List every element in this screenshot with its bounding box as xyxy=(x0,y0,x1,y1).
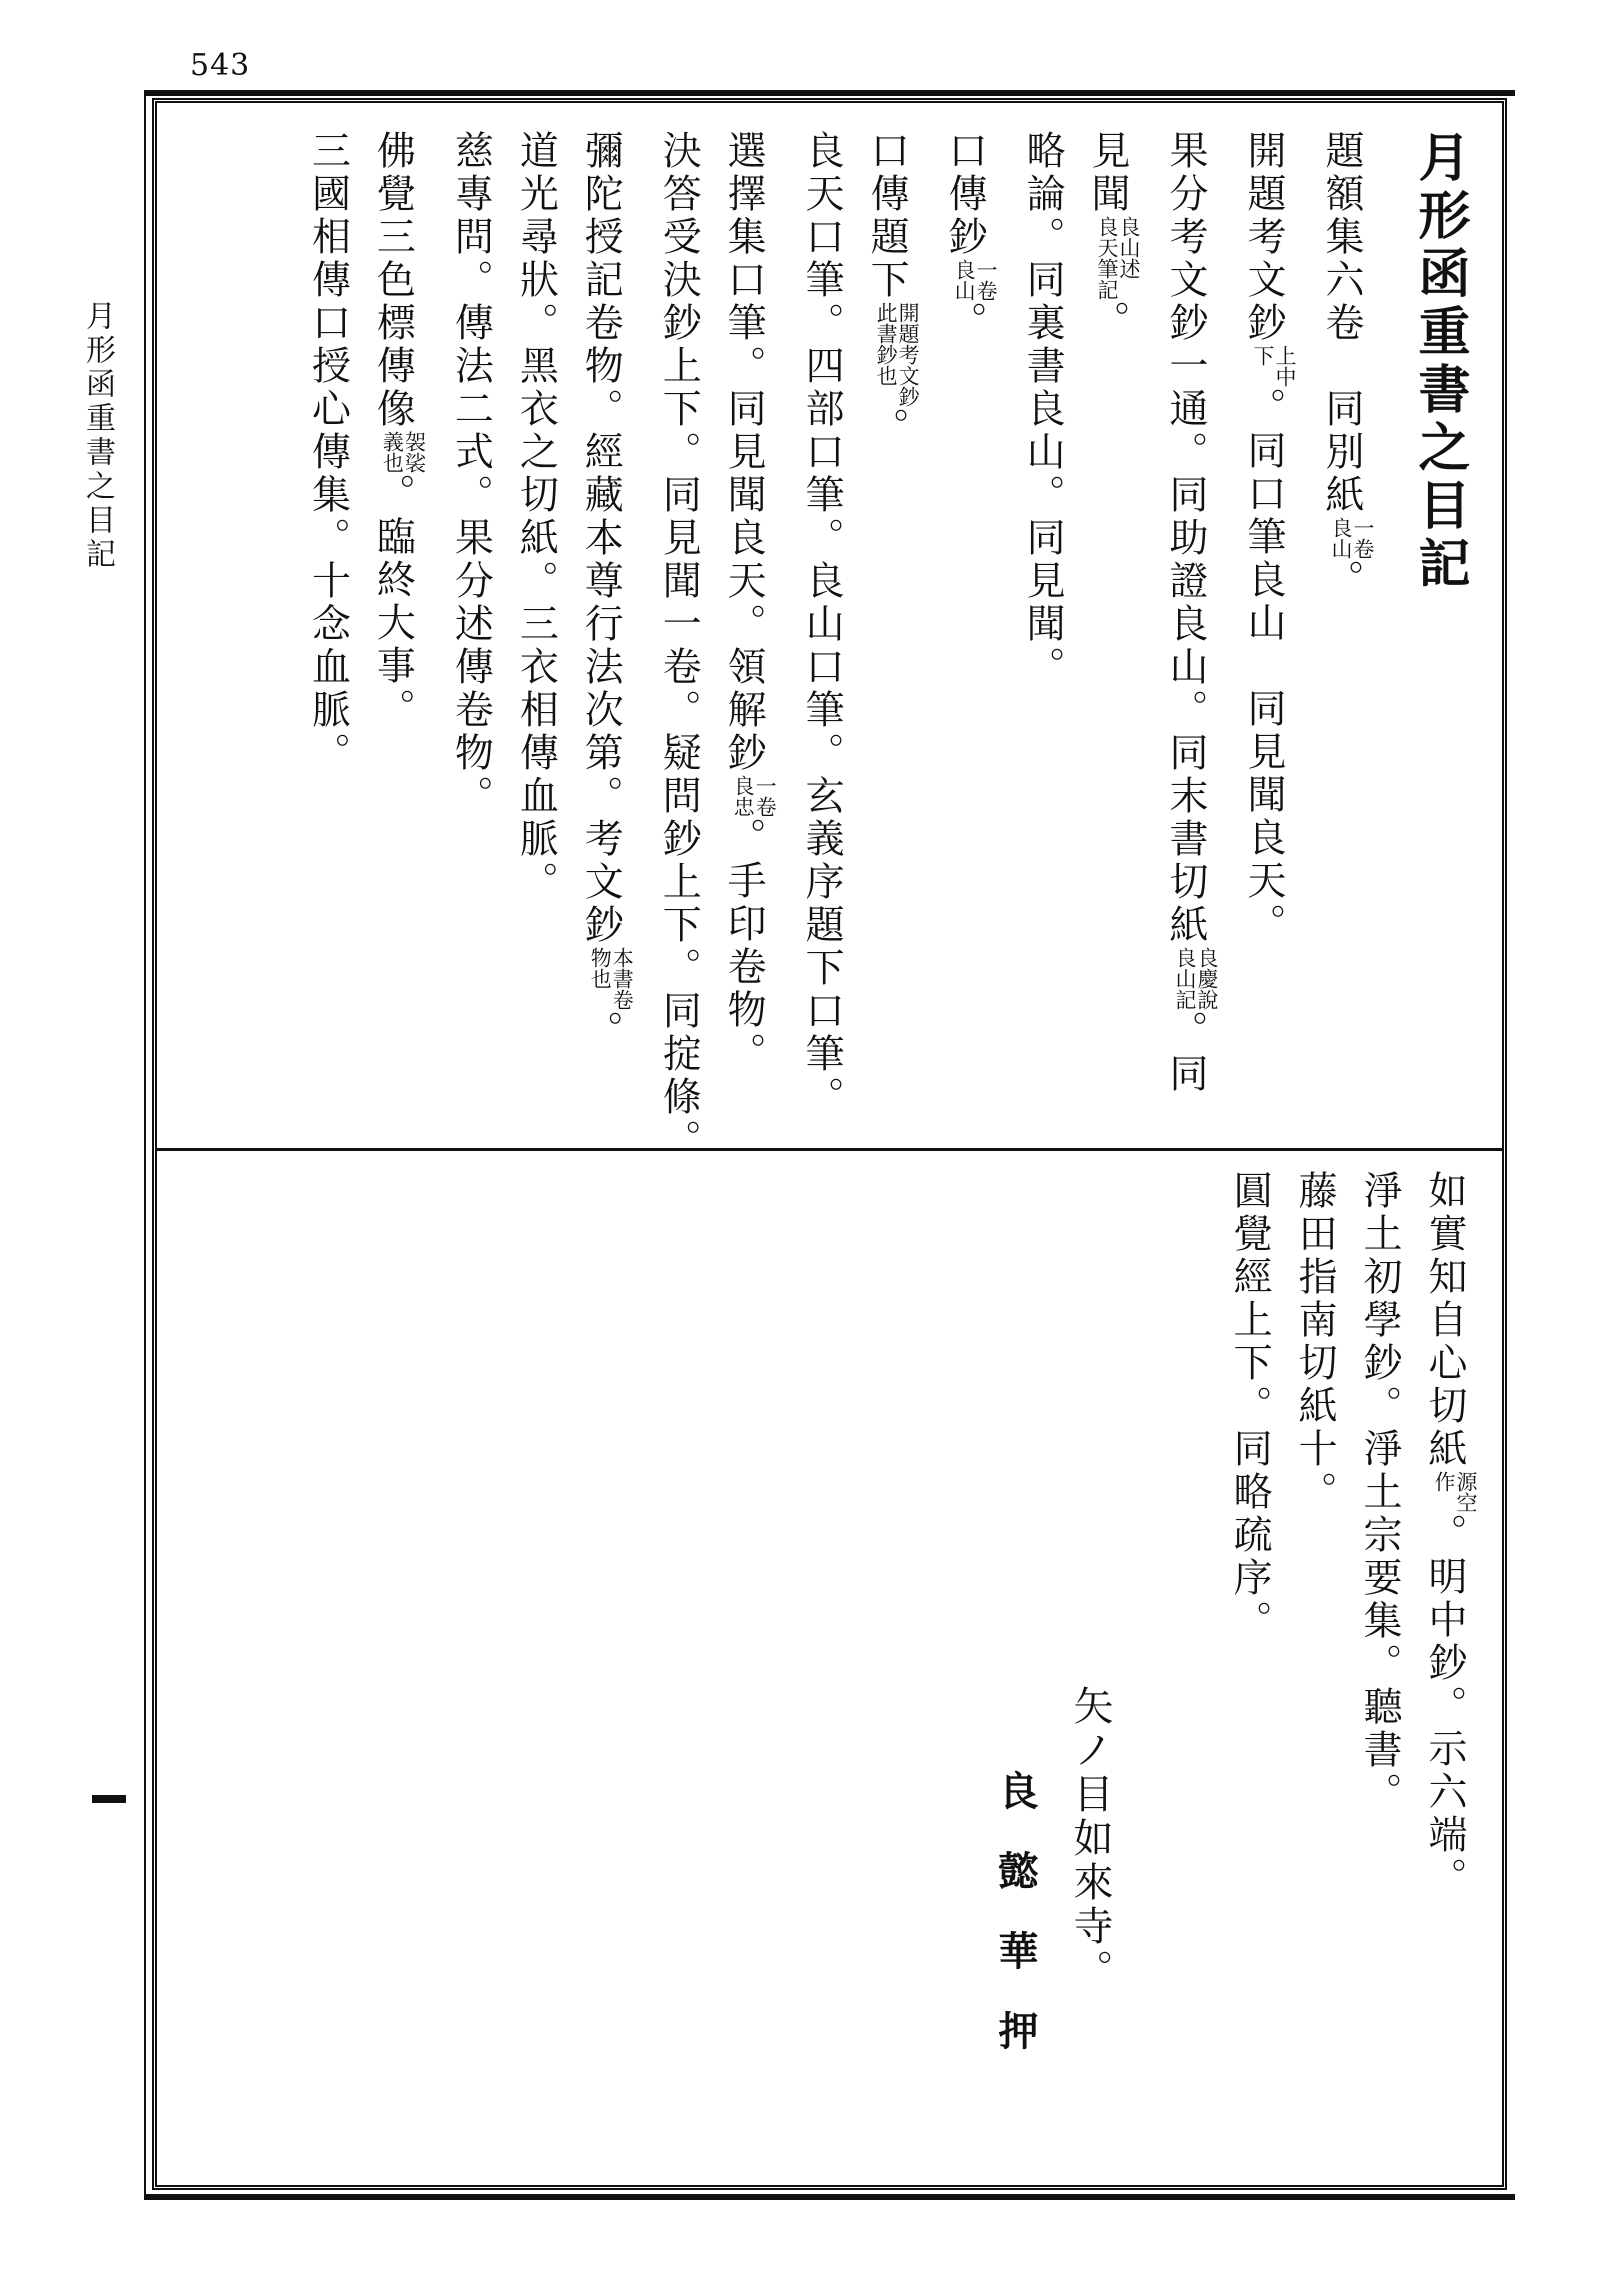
interlinear-note: 袈裟 義也 xyxy=(380,431,427,473)
line-text: 藤田指南切紙十。 xyxy=(1292,1170,1338,1514)
line-tail: 。同口筆良山 同見聞良天。 xyxy=(1240,387,1286,946)
lower-line xyxy=(1227,1170,1273,2170)
interlinear-note: 良慶說 良山記 xyxy=(1172,947,1220,1010)
line-tail: 。同 xyxy=(1162,1010,1208,1096)
upper-line xyxy=(1242,130,1296,1130)
lower-line xyxy=(1292,1170,1338,2170)
upper-line xyxy=(1086,130,1140,1130)
line-text: 佛覺三色標傳像 xyxy=(370,130,416,431)
line-tail: 。手印卷物。 xyxy=(721,817,767,1075)
line-tail: 。 xyxy=(578,1010,624,1053)
lower-line xyxy=(1423,1170,1477,2170)
line-text: 開題考文鈔 xyxy=(1240,130,1286,345)
interlinear-note: 一卷 良山 xyxy=(1328,517,1375,559)
interlinear-note: 一卷 良忠 xyxy=(731,775,778,817)
line-text: 題額集六卷 同別紙 xyxy=(1318,130,1364,517)
upper-line xyxy=(799,130,845,1130)
interlinear-note: 開題考文鈔 此書鈔也 xyxy=(874,302,921,407)
signer-name: 良懿華押 xyxy=(992,1770,1039,2090)
margin-mark xyxy=(92,1795,126,1803)
interlinear-note: 源空 作 xyxy=(1431,1471,1478,1513)
line-text: 淨土初學鈔。淨土宗要集。聽書。 xyxy=(1357,1170,1403,1815)
page-number: 543 xyxy=(190,48,251,83)
line-text: 口傳題下 xyxy=(864,130,910,302)
upper-line xyxy=(448,130,494,1130)
upper-line xyxy=(1320,130,1374,1130)
line-tail: 。 xyxy=(864,407,910,450)
line-text: 良天口筆。四部口筆。良山口筆。玄義序題下口筆。 xyxy=(799,130,845,1119)
upper-line xyxy=(865,130,919,1130)
lower-section xyxy=(177,1170,1477,2170)
line-text: 三國相傳口授心傳集。十念血脈。 xyxy=(305,130,351,775)
upper-line xyxy=(722,130,776,1130)
line-tail: 。 xyxy=(1318,559,1364,602)
temple-name: 矢ノ目如來寺。 xyxy=(1067,1685,1113,1993)
line-text: 決答受決鈔上下。同見聞一卷。疑問鈔上下。同掟條。 xyxy=(656,130,702,1162)
line-tail: 。臨終大事。 xyxy=(370,473,416,731)
line-text: 略論。同裏書良山。同見聞。 xyxy=(1020,130,1066,689)
upper-line xyxy=(1164,130,1218,1130)
interlinear-note: 本書卷 物也 xyxy=(588,947,635,1010)
running-header: 月形函重書之目記 xyxy=(80,300,115,572)
line-text: 如實知自心切紙 xyxy=(1421,1170,1467,1471)
line-tail: 。 xyxy=(1085,300,1130,343)
interlinear-note: 一卷 良山 xyxy=(952,259,999,301)
line-text: 選擇集口筆。同見聞良天。領解鈔 xyxy=(721,130,767,775)
line-text: 口傳鈔 xyxy=(942,130,988,259)
line-text: 彌陀授記卷物。經藏本尊行法次第。考文鈔 xyxy=(578,130,624,947)
line-text: 圓覺經上下。同略疏序。 xyxy=(1227,1170,1273,1643)
upper-line xyxy=(305,130,351,1130)
section-divider xyxy=(157,1148,1502,1151)
upper-line xyxy=(513,130,559,1130)
lower-line xyxy=(1357,1170,1403,2170)
upper-line xyxy=(579,130,633,1130)
upper-section xyxy=(177,130,1477,1162)
line-text: 道光尋狀。黑衣之切紙。三衣相傳血脈。 xyxy=(513,130,559,904)
upper-line xyxy=(1020,130,1066,1130)
interlinear-note: 良山述 良天筆記 xyxy=(1095,216,1142,300)
line-text: 慈專問。傳法二式。果分述傳卷物。 xyxy=(448,130,494,818)
upper-line xyxy=(943,130,997,1130)
upper-line xyxy=(656,130,702,1162)
line-text: 見聞 xyxy=(1085,130,1130,216)
interlinear-note: 上中 下 xyxy=(1250,345,1298,387)
line-text: 果分考文鈔一通。同助證良山。同末書切紙 xyxy=(1162,130,1208,947)
upper-line xyxy=(371,130,425,1130)
line-tail: 。 xyxy=(942,301,988,344)
document-title: 月形函重書之目記 xyxy=(1409,130,1470,594)
line-tail: 。明中鈔。示六端。 xyxy=(1421,1513,1467,1900)
